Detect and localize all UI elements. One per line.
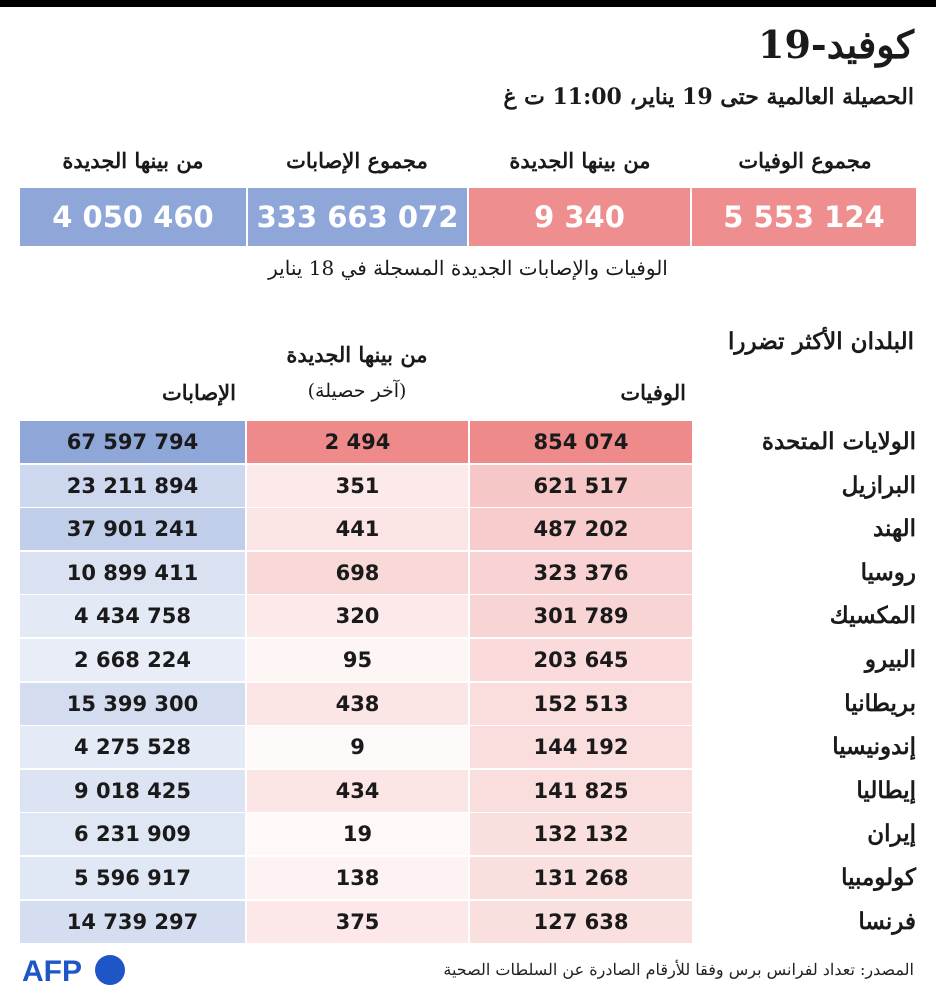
table-row [20,595,916,637]
country-name: فرنسا [858,907,916,935]
table-section-title: البلدان الأكثر تضررا [728,328,914,355]
new-deaths-cell: 351 [247,465,468,507]
new-deaths-cell: 320 [247,595,468,637]
country-name: إيطاليا [856,776,916,804]
summary-cases-value: 333 663 072 [248,188,467,246]
table-row [20,726,916,768]
new-deaths-cell: 9 [247,726,468,768]
table-row [20,857,916,899]
deaths-cell: 141 825 [470,770,692,812]
chart-title: كوفيد-19 [758,22,914,67]
deaths-cell: 127 638 [470,901,692,943]
country-name: المكسيك [829,602,916,630]
col-header-new-sub: (آخر حصيلة) [307,380,407,402]
chart-subtitle: الحصيلة العالمية حتى 19 يناير، 11:00 ت غ [503,84,914,110]
cases-cell: 4 275 528 [20,726,245,768]
deaths-cell: 854 074 [470,421,692,463]
deaths-cell: 131 268 [470,857,692,899]
afp-logo-mark [22,952,132,988]
table-row [20,421,916,463]
new-deaths-cell: 2 494 [247,421,468,463]
new-deaths-cell: 441 [247,508,468,550]
new-deaths-cell: 698 [247,552,468,594]
deaths-cell: 132 132 [470,813,692,855]
table-row [20,552,916,594]
cases-cell: 10 899 411 [20,552,245,594]
table-row [20,683,916,725]
deaths-cell: 144 192 [470,726,692,768]
deaths-cell: 203 645 [470,639,692,681]
cases-cell: 14 739 297 [20,901,245,943]
deaths-cell: 487 202 [470,508,692,550]
cases-cell: 67 597 794 [20,421,245,463]
country-name: بريطانيا [844,689,916,717]
table-row [20,508,916,550]
top-bar [0,0,936,7]
country-name: روسيا [860,558,916,586]
cases-cell: 6 231 909 [20,813,245,855]
summary-cases-label: مجموع الإصابات [286,148,428,173]
summary-new-cases-value: 4 050 460 [20,188,246,246]
cases-cell: 37 901 241 [20,508,245,550]
cases-cell: 5 596 917 [20,857,245,899]
cases-cell: 2 668 224 [20,639,245,681]
country-name: البيرو [864,646,916,673]
summary-new-deaths-value: 9 340 [469,188,690,246]
afp-logo [22,952,132,988]
summary-new-deaths-label: من بينها الجديدة [509,148,651,173]
country-name: الولايات المتحدة [761,428,916,455]
cases-cell: 23 211 894 [20,465,245,507]
cases-cell: 9 018 425 [20,770,245,812]
country-name: الهند [872,515,916,543]
new-deaths-cell: 95 [247,639,468,681]
new-deaths-cell: 434 [247,770,468,812]
new-deaths-cell: 19 [247,813,468,855]
new-deaths-cell: 138 [247,857,468,899]
summary-note: الوفيات والإصابات الجديدة المسجلة في 18 يناير [268,256,668,280]
summary-deaths-label: مجموع الوفيات [738,148,872,173]
country-name: كولومبيا [841,864,916,891]
table-row [20,813,916,855]
source-note: المصدر: تعداد لفرانس برس وفقا للأرقام الصادرة عن السلطات الصحية [443,960,914,979]
cases-cell: 15 399 300 [20,683,245,725]
table-row [20,639,916,681]
table-row [20,901,916,943]
deaths-cell: 621 517 [470,465,692,507]
table-row [20,465,916,507]
table-row [20,770,916,812]
cases-cell: 4 434 758 [20,595,245,637]
col-header-cases-text: الإصابات [161,380,236,405]
deaths-cell: 323 376 [470,552,692,594]
afp-logo-text: AFP [22,955,82,988]
country-name: البرازيل [841,471,916,499]
deaths-cell: 152 513 [470,683,692,725]
col-header-new: من بينها الجديدة [286,342,428,367]
new-deaths-cell: 438 [247,683,468,725]
afp-logo-circle [95,955,125,985]
country-name: إيران [867,820,916,848]
summary-new-cases-label: من بينها الجديدة [62,148,204,173]
country-name: إندونيسيا [832,733,916,761]
col-header-deaths-text: الوفيات [620,380,686,405]
new-deaths-cell: 375 [247,901,468,943]
deaths-cell: 301 789 [470,595,692,637]
summary-deaths-value: 5 553 124 [692,188,916,246]
